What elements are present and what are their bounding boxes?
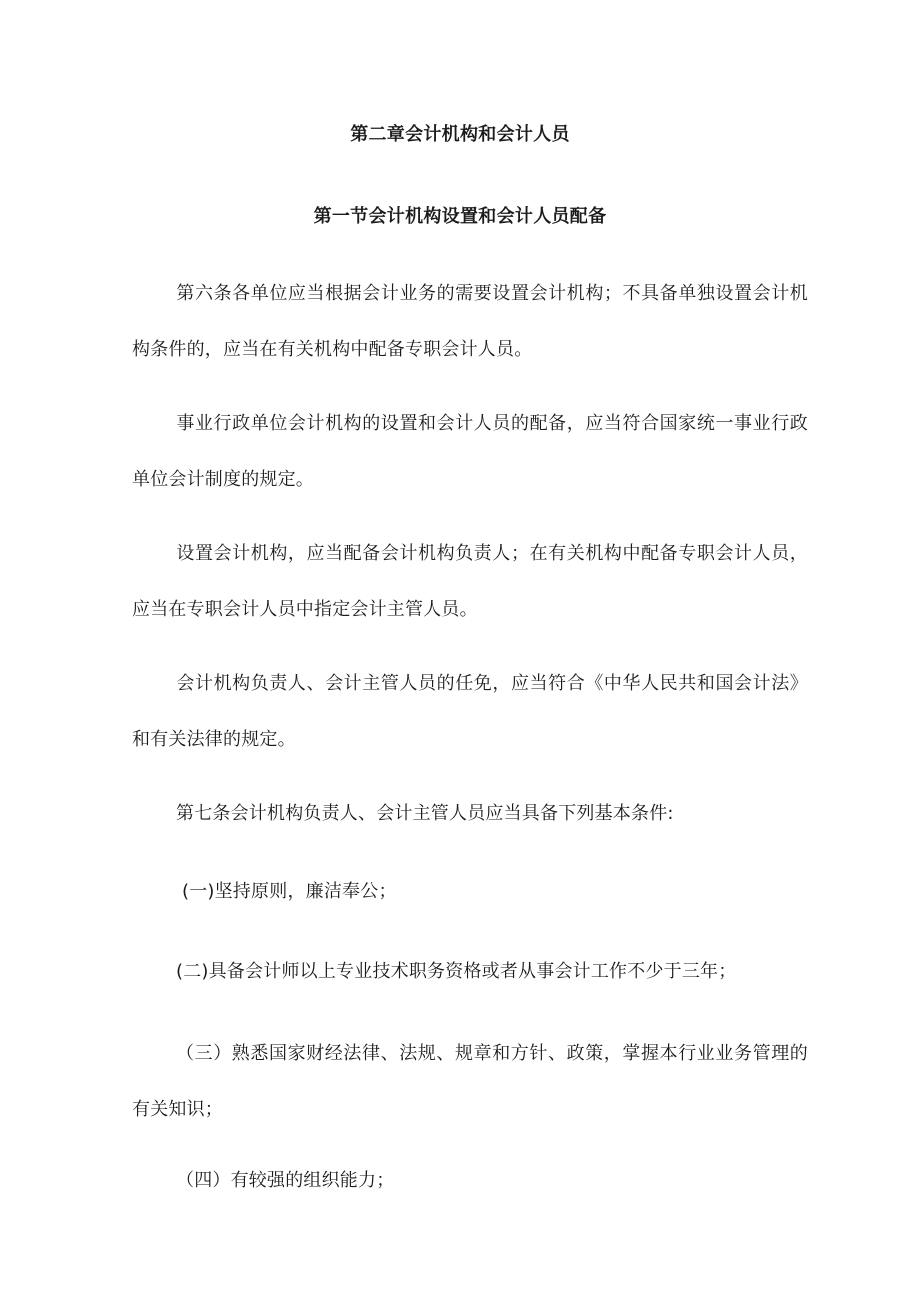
chapter-title: 第二章会计机构和会计人员: [350, 124, 570, 145]
condition-item-4: （四）有较强的组织能力；: [176, 1170, 395, 1191]
paragraph-text: 第七条会计机构负责人、会计主管人员应当具备下列基本条件:: [176, 803, 674, 824]
paragraph-text: 会计机构负责人、会计主管人员的任免，应当符合《中华人民共和国会计法》和有关法律的规定。: [132, 673, 808, 750]
paragraph-text: 第六条各单位应当根据会计业务的需要设置会计机构；不具备单独设置会计机构条件的，应当在有关机构中配备专职会计人员。: [132, 283, 808, 360]
paragraph-article-6: [132, 266, 808, 378]
section-title: 第一节会计机构设置和会计人员配备: [313, 206, 607, 227]
paragraph-text: 事业行政单位会计机构的设置和会计人员的配备，应当符合国家统一事业行政单位会计制度的规定。: [132, 413, 808, 490]
condition-item-1: (一)坚持原则，廉洁奉公；: [182, 881, 397, 902]
paragraph-public-institution: [132, 396, 808, 508]
paragraph-appointment: [132, 656, 808, 768]
condition-item-3: （三）熟悉国家财经法律、法规、规章和方针、政策，掌握本行业业务管理的有关知识；: [132, 1043, 808, 1120]
paragraph-article-7: [132, 786, 808, 842]
condition-item-2: (二)具备会计师以上专业技术职务资格或者从事会计工作不少于三年；: [176, 961, 737, 982]
paragraph-accounting-head: [132, 526, 808, 638]
paragraph-text: 设置会计机构，应当配备会计机构负责人；在有关机构中配备专职会计人员，应当在专职会计人员中指定会计主管人员。: [132, 543, 808, 620]
